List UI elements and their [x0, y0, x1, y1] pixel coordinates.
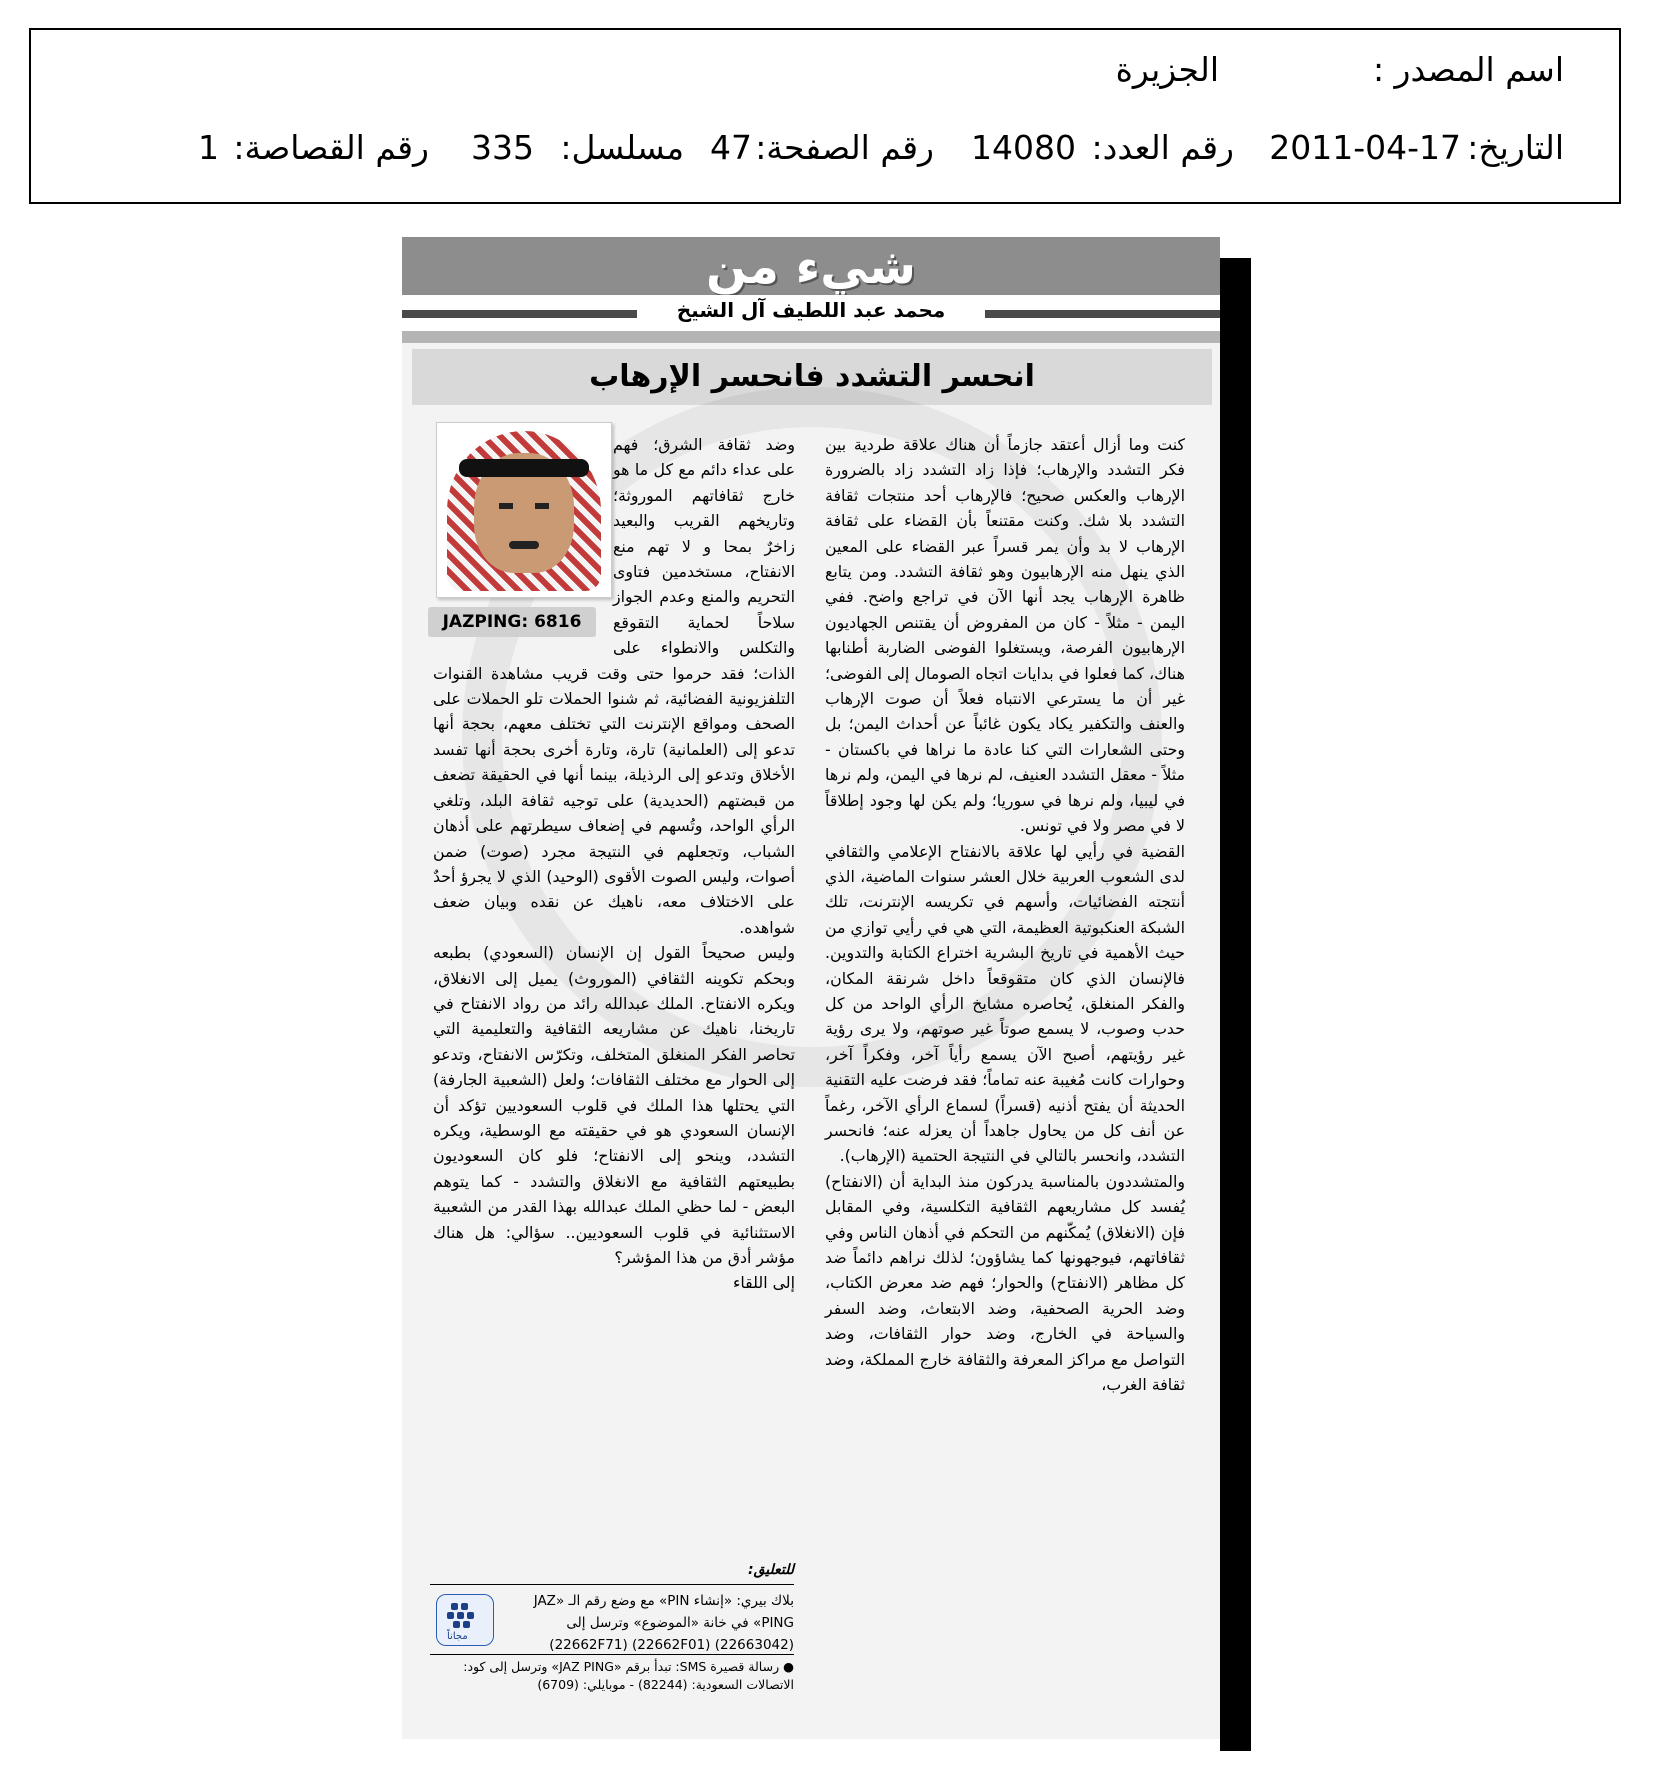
source-row [71, 50, 1564, 100]
comment-blackberry-text: بلاك بيري: «إنشاء PIN» مع وضع رقم الـ «JAZ PING» في خانة «الموضوع» وترسل إلى (22663042) (22662F01) (22662F71) [533, 1593, 794, 1653]
mustache-shape [509, 541, 539, 549]
metadata-box [29, 28, 1621, 204]
paragraph: وضد ثقافة الشرق؛ فهم على عداء دائم مع كل ما هو خارج ثقافاتهم الموروثة؛ وتاريخهم القريب والبعيد زاخرٌ بمحا و لا تهم منع الانفتاح، مستخدمين فتاوى التحريم والمنع وعدم الجواز سلاحاً لحماية التقوقع والتكلس والانطواء على الذات؛ فقد حرموا حتى وقت قريب مشاهدة القنوات التلفزيونية الفضائية، ثم شنوا الحملات تلو الحملات على الصحف ومواقع الإنترنت التي تختلف معهم، بحجة أنها تدعو إلى (العلمانية) تارة، وتارة أخرى بحجة أنها تفسد الأخلاق وتدعو إلى الرذيلة، بينما أنها في الحقيقة تضعف من قبضتهم (الحديدية) على توجيه ثقافة البلد، وتلغي الرأي الواحد، وتُسهم في إضعاف سيطرتهم على أذهان الشباب، وتجعلهم في النتيجة مجرد (صوت) ضمن أصوات، وليس الصوت الأقوى (الوحيد) الذي لا يجرؤ أحدٌ على الاختلاف معه، ناهيك عن نقده وبيان ضعف شواهده. [433, 435, 795, 937]
comment-sms-text: ● رسالة قصيرة SMS: تبدأ برقم «JAZ PING» وترسل إلى كود: الاتصالات السعودية: (82244) - موبايلي: (6709) [430, 1654, 794, 1694]
free-label: مجاناً [447, 1631, 468, 1642]
jazping-badge: JAZPING: 6816 [428, 607, 596, 637]
comment-box [430, 1562, 794, 1692]
paragraph: القضية في رأيي لها علاقة بالانفتاح الإعلامي والثقافي لدى الشعوب العربية خلال العشر سنوات الماضية، الذي أنتجته الفضائيات، وأسهم في تكريسه الإنترنت، تلك الشبكة العنكبوتية العظيمة، التي هي في رأيي توازي من حيث الأهمية في تاريخ البشرية اختراع الكتابة والتدوين. فالإنسان الذي كان متقوقعاً داخل شرنقة المكان، والفكر المنغلق، يُحاصره مشايخ الرأي الواحد من كل حدب وصوب، لا يسمع صوتاً غير صوتهم، ولا يرى رؤية غير رؤيتهم، أصبح الآن يسمع رأياً آخر، وفكراً آخر، وحوارات كانت مُغيبة عنه تماماً؛ فقد فرضت عليه التقنية الحديثة أن يفتح أذنيه (قسراً) لسماع الرأي الآخر، رغماً عن أنف كل من يحاول جاهداً أن يعزله عنه؛ فانحسر التشدد، وانحسر بالتالي في النتيجة الحتمية (الإرهاب). [825, 841, 1185, 1166]
page-label: رقم الصفحة: [755, 128, 934, 167]
paragraph: والمتشددون بالمناسبة يدركون منذ البداية أن (الانفتاح) يُفسد كل مشاريعهم الثقافية التكلسية، وفي المقابل فإن (الانغلاق) يُمكّنهم من التحكم في أذهان الناس وفي ثقافاتهم، فيوجهونها كما يشاؤون؛ لذلك نراهم دائماً ضد كل مظاهر (الانفتاح) والحوار؛ فهم ضد معرض الكتاب، وضد الحرية الصحفية، وضد الابتعاث، وضد السفر والسياحة في الخارج، وضد حوار الثقافات، وضد التواصل مع مراكز المعرفة والثقافة خارج المملكة، وضد ثقافة الغرب، [825, 1171, 1185, 1395]
column-name: شيء من [706, 239, 916, 295]
paragraph: وليس صحيحاً القول إن الإنسان (السعودي) بطبعه وبحكم تكوينه الثقافي (الموروث) يميل إلى الانغلاق، ويكره الانفتاح. الملك عبدالله رائد من رواد الانفتاح في تاريخنا، ناهيك عن مشاريعه الثقافية والتعليمية التي تحاصر الفكر المنغلق المتخلف، وتكرّس الانفتاح، وتدعو إلى الحوار مع مختلف الثقافات؛ ولعل (الشعبية الجارفة) التي يحتلها هذا الملك في قلوب السعوديين تؤكد أن الإنسان السعودي هو في حقيقته مع الوسطية، ويكره التشدد، وينحو إلى الانفتاح؛ فلو كان السعوديون بطبيعتهم الثقافية مع الانغلاق والتشدد - كما يتوهم البعض - لما حظي الملك عبدالله بهذا القدر من الشعبية الاستثنائية في قلوب السعوديين.. سؤالي: هل هناك مؤشر أدق من هذا المؤشر؟ [433, 943, 795, 1267]
eyes-shape [499, 503, 549, 509]
clip-label: رقم القصاصة: [233, 128, 429, 167]
comment-title: للتعليق: [747, 1562, 794, 1578]
page-value: 47 [710, 128, 752, 167]
issue-label: رقم العدد: [1091, 128, 1234, 167]
serial-value: 335 [471, 128, 534, 167]
issue-value: 14080 [971, 128, 1076, 167]
byline [402, 295, 1220, 331]
article-headline: انحسر التشدد فانحسر الإرهاب [412, 349, 1212, 405]
source-label: اسم المصدر : [1372, 50, 1564, 89]
serial-label: مسلسل: [560, 128, 684, 167]
source-value: الجزيرة [1115, 50, 1219, 89]
date-label: التاريخ: [1467, 128, 1564, 167]
author-photo [436, 422, 612, 598]
clip-value: 1 [198, 128, 219, 167]
signoff: إلى اللقاء [732, 1273, 795, 1293]
date-value: 2011-04-17 [1269, 128, 1461, 167]
blackberry-icon [436, 1594, 494, 1646]
separator [402, 331, 1220, 343]
comment-rule [430, 1584, 794, 1585]
clipping-shadow [1220, 258, 1251, 1751]
author-name: محمد عبد اللطيف آل الشيخ [665, 298, 958, 322]
agal-shape [459, 459, 589, 477]
newspaper-clipping [402, 237, 1220, 1739]
column-banner [402, 237, 1220, 295]
paragraph: كنت وما أزال أعتقد جازماً أن هناك علاقة طردية بين فكر التشدد والإرهاب؛ فإذا زاد التشدد زاد بالضرورة الإرهاب والعكس صحيح؛ فالإرهاب أحد منتجات ثقافة التشدد بلا شك. وكنت مقتنعاً بأن القضاء على ثقافة الإرهاب لا بد وأن يمر قسراً عبر القضاء على المعين الذي ينهل منه الإرهابيون وهو ثقافة التشدد. ومن يتابع ظاهرة الإرهاب يجد أنها الآن في تراجع واضح. ففي اليمن - مثلاً - كان من المفروض أن يقتنص الجهاديون الإرهابيون الفرصة، ويستغلوا الفوضى الضاربة أطنابها هناك، كما فعلوا في بدايات اتجاه الصومال إلى الفوضى؛ غير أن ما يسترعي الانتباه فعلاً أن صوت الإرهاب والعنف والتكفير يكاد يكون غائباً عن أحداث اليمن؛ بل وحتى الشعارات التي كنا عادة ما نراها في باكستان - مثلاً - معقل التشدد العنيف، لم نرها في اليمن، ولم نرها في ليبيا، ولم نرها في سوريا؛ ولم يكن لها وجود إطلاقاً لا في مصر ولا في تونس. [825, 435, 1185, 836]
article-column-right [825, 432, 1185, 1397]
details-row [71, 128, 1564, 178]
